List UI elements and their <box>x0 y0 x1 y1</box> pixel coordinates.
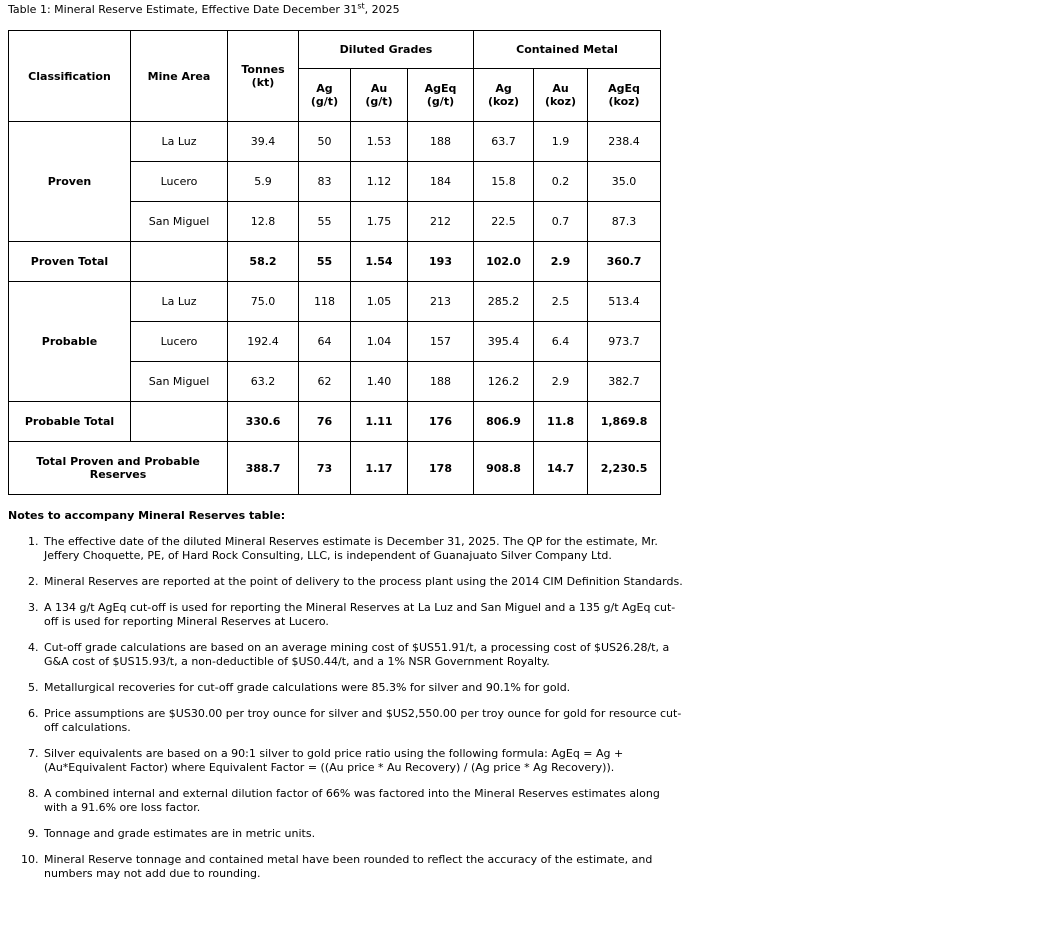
value-cell-au-gpt: 1.53 <box>351 122 408 162</box>
notes-heading: Notes to accompany Mineral Reserves table: <box>8 509 286 522</box>
table-caption-year: , 2025 <box>364 3 400 16</box>
value-cell-au-gpt: 1.11 <box>351 402 408 442</box>
note-item-1: 1. The effective date of the diluted Mineral Reserves estimate is December 31, 2025. The QP for the estimate, Mr. Jeffery Choquette, PE, of Hard Rock Consulting, LLC, is independent of Guanajuato Silver Company Ltd. <box>42 535 684 563</box>
value-cell-au-koz: 0.2 <box>534 162 588 202</box>
col-header-tonnes <box>228 31 299 122</box>
col-header-mine-area: Mine Area <box>131 31 228 122</box>
value-cell-tonnes: 388.7 <box>228 442 299 495</box>
mine-area-cell: La Luz <box>131 122 228 162</box>
value-cell-ageq-gpt: 213 <box>408 282 474 322</box>
value-cell-tonnes: 12.8 <box>228 202 299 242</box>
value-cell-ag-gpt: 64 <box>299 322 351 362</box>
value-cell-ag-koz: 285.2 <box>474 282 534 322</box>
col-header-unit: (g/t) <box>426 95 455 108</box>
value-cell-tonnes: 39.4 <box>228 122 299 162</box>
col-header-ageq-koz <box>588 69 661 122</box>
value-cell-au-gpt: 1.54 <box>351 242 408 282</box>
value-cell-ageq-koz: 360.7 <box>588 242 661 282</box>
value-cell-ag-gpt: 83 <box>299 162 351 202</box>
mine-area-cell: Lucero <box>131 322 228 362</box>
value-cell-ageq-koz: 87.3 <box>588 202 661 242</box>
value-cell-au-gpt: 1.40 <box>351 362 408 402</box>
total-label-cell: Probable Total <box>9 402 131 442</box>
value-cell-ag-koz: 806.9 <box>474 402 534 442</box>
col-header-au-koz <box>534 69 588 122</box>
grand-total-label-cell: Total Proven and Probable Reserves <box>9 442 228 495</box>
group-header-diluted-grades: Diluted Grades <box>299 31 474 69</box>
mine-area-cell: La Luz <box>131 282 228 322</box>
value-cell-ageq-gpt: 188 <box>408 122 474 162</box>
col-header-unit: (koz) <box>608 95 640 108</box>
value-cell-ag-koz: 15.8 <box>474 162 534 202</box>
empty-cell <box>131 242 228 282</box>
col-header-unit: (g/t) <box>310 95 339 108</box>
value-cell-ag-koz: 63.7 <box>474 122 534 162</box>
value-cell-ag-koz: 102.0 <box>474 242 534 282</box>
value-cell-ageq-gpt: 184 <box>408 162 474 202</box>
note-item-7: 7. Silver equivalents are based on a 90:1 silver to gold price ratio using the following formula: AgEq = Ag + (Au*Equivalent Factor) where Equivalent Factor = ((Au price * Au Recovery) / (Ag price * Ag Recovery)). <box>42 747 684 775</box>
mineral-reserve-table <box>8 30 661 495</box>
value-cell-ag-gpt: 50 <box>299 122 351 162</box>
col-header-unit: (koz) <box>545 95 577 108</box>
mine-area-cell: Lucero <box>131 162 228 202</box>
value-cell-ageq-koz: 513.4 <box>588 282 661 322</box>
value-cell-au-koz: 1.9 <box>534 122 588 162</box>
note-item-9: 9. Tonnage and grade estimates are in metric units. <box>42 827 684 841</box>
col-header-classification: Classification <box>9 31 131 122</box>
value-cell-ag-gpt: 55 <box>299 242 351 282</box>
mine-area-cell: San Miguel <box>131 202 228 242</box>
value-cell-au-gpt: 1.12 <box>351 162 408 202</box>
col-header-label: AgEq <box>424 82 457 95</box>
group-header-contained-metal: Contained Metal <box>474 31 661 69</box>
value-cell-ageq-koz: 238.4 <box>588 122 661 162</box>
col-header-label: Ag <box>495 82 512 95</box>
value-cell-au-koz: 14.7 <box>534 442 588 495</box>
table-row-probable-total <box>9 402 661 442</box>
note-item-8: 8. A combined internal and external dilution factor of 66% was factored into the Mineral Reserves estimates along with a 91.6% ore loss factor. <box>42 787 684 815</box>
table-caption-text: Table 1: Mineral Reserve Estimate, Effective Date December 31 <box>8 3 358 16</box>
value-cell-tonnes: 75.0 <box>228 282 299 322</box>
value-cell-ag-koz: 22.5 <box>474 202 534 242</box>
classification-cell-proven: Proven <box>9 122 131 242</box>
col-header-label: AgEq <box>608 82 640 95</box>
value-cell-ag-koz: 395.4 <box>474 322 534 362</box>
value-cell-ageq-gpt: 157 <box>408 322 474 362</box>
value-cell-au-koz: 6.4 <box>534 322 588 362</box>
value-cell-ag-gpt: 118 <box>299 282 351 322</box>
value-cell-ag-koz: 908.8 <box>474 442 534 495</box>
col-header-tonnes-label: Tonnes <box>241 63 285 76</box>
table-row <box>9 122 661 162</box>
col-header-ag-koz <box>474 69 534 122</box>
table-row <box>9 282 661 322</box>
value-cell-au-koz: 0.7 <box>534 202 588 242</box>
value-cell-ageq-koz: 1,869.8 <box>588 402 661 442</box>
col-header-label: Au <box>370 82 388 95</box>
value-cell-tonnes: 330.6 <box>228 402 299 442</box>
value-cell-ageq-gpt: 188 <box>408 362 474 402</box>
value-cell-ageq-gpt: 212 <box>408 202 474 242</box>
note-item-5: 5. Metallurgical recoveries for cut-off grade calculations were 85.3% for silver and 90.1% for gold. <box>42 681 684 695</box>
value-cell-ageq-gpt: 178 <box>408 442 474 495</box>
col-header-unit: (g/t) <box>365 95 393 108</box>
table-row-grand-total <box>9 442 661 495</box>
value-cell-ageq-koz: 382.7 <box>588 362 661 402</box>
note-item-4: 4. Cut-off grade calculations are based on an average mining cost of $US51.91/t, a processing cost of $US26.28/t, a G&A cost of $US15.93/t, a non-deductible of $US0.44/t, and a 1% NSR Government Royalty. <box>42 641 684 669</box>
value-cell-au-koz: 2.5 <box>534 282 588 322</box>
value-cell-tonnes: 63.2 <box>228 362 299 402</box>
value-cell-au-gpt: 1.75 <box>351 202 408 242</box>
notes-section <box>8 509 1063 881</box>
value-cell-ageq-koz: 973.7 <box>588 322 661 362</box>
value-cell-au-koz: 11.8 <box>534 402 588 442</box>
value-cell-tonnes: 192.4 <box>228 322 299 362</box>
value-cell-ag-gpt: 62 <box>299 362 351 402</box>
value-cell-ag-gpt: 55 <box>299 202 351 242</box>
value-cell-ageq-koz: 35.0 <box>588 162 661 202</box>
note-item-3: 3. A 134 g/t AgEq cut-off is used for reporting the Mineral Reserves at La Luz and San Miguel and a 135 g/t AgEq cut-off is used for reporting Mineral Reserves at Lucero. <box>42 601 684 629</box>
value-cell-ag-gpt: 76 <box>299 402 351 442</box>
value-cell-au-koz: 2.9 <box>534 242 588 282</box>
value-cell-ageq-gpt: 176 <box>408 402 474 442</box>
value-cell-ageq-koz: 2,230.5 <box>588 442 661 495</box>
col-header-ageq-gpt <box>408 69 474 122</box>
value-cell-tonnes: 5.9 <box>228 162 299 202</box>
value-cell-ag-gpt: 73 <box>299 442 351 495</box>
col-header-unit: (koz) <box>488 95 520 108</box>
total-label-cell: Proven Total <box>9 242 131 282</box>
mine-area-cell: San Miguel <box>131 362 228 402</box>
col-header-au-gpt <box>351 69 408 122</box>
col-header-label: Au <box>552 82 569 95</box>
value-cell-ageq-gpt: 193 <box>408 242 474 282</box>
col-header-ag-gpt <box>299 69 351 122</box>
ordinal-superscript: st <box>357 1 365 11</box>
note-item-2: 2. Mineral Reserves are reported at the point of delivery to the process plant using the 2014 CIM Definition Standards. <box>42 575 684 589</box>
table-caption <box>8 3 1063 17</box>
empty-cell <box>131 402 228 442</box>
value-cell-au-koz: 2.9 <box>534 362 588 402</box>
value-cell-tonnes: 58.2 <box>228 242 299 282</box>
notes-list <box>8 535 684 881</box>
value-cell-au-gpt: 1.05 <box>351 282 408 322</box>
table-row-proven-total <box>9 242 661 282</box>
value-cell-ag-koz: 126.2 <box>474 362 534 402</box>
note-item-6: 6. Price assumptions are $US30.00 per troy ounce for silver and $US2,550.00 per troy ounce for gold for resource cut-off calculations. <box>42 707 684 735</box>
value-cell-au-gpt: 1.04 <box>351 322 408 362</box>
col-header-label: Ag <box>316 82 333 95</box>
col-header-tonnes-unit: (kt) <box>251 76 275 89</box>
value-cell-au-gpt: 1.17 <box>351 442 408 495</box>
classification-cell-probable: Probable <box>9 282 131 402</box>
note-item-10: 10. Mineral Reserve tonnage and contained metal have been rounded to reflect the accuracy of the estimate, and numbers may not add due to rounding. <box>42 853 684 881</box>
